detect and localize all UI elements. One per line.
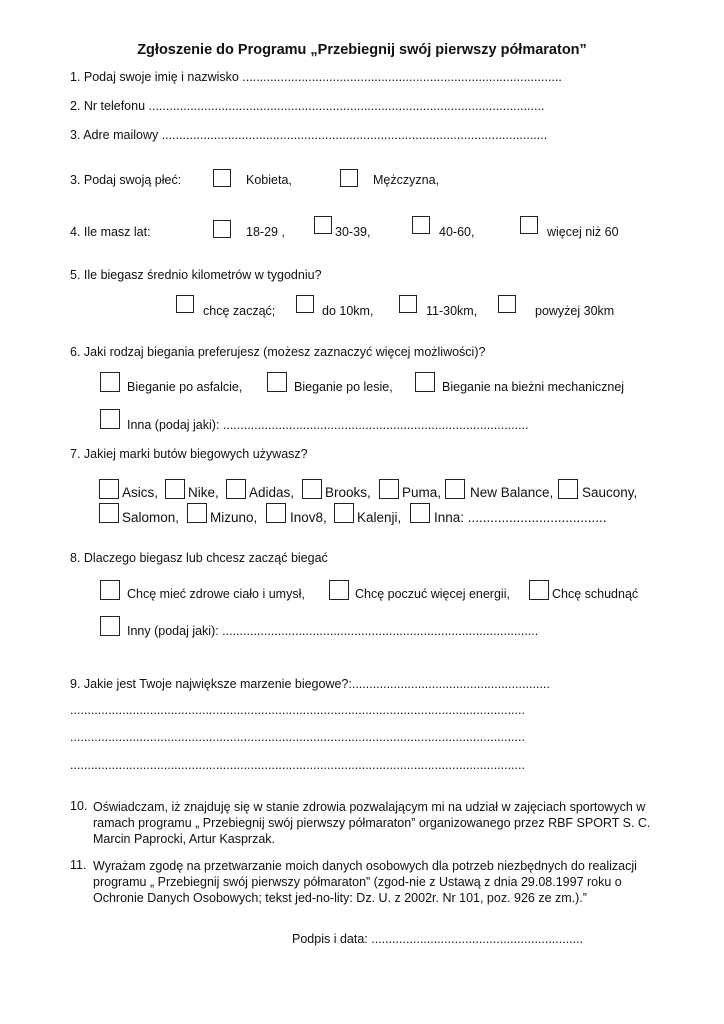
checkbox-male[interactable] — [340, 169, 358, 187]
checkbox-adidas[interactable] — [226, 479, 246, 499]
option-kalenji: Kalenji, — [357, 510, 402, 525]
checkbox-treadmill[interactable] — [415, 372, 435, 392]
phone-field[interactable]: 2. Nr telefonu .................................................................................................................. — [70, 99, 545, 113]
km-label: 5. Ile biegasz średnio kilometrów w tygodniu? — [70, 268, 322, 282]
why-other-field[interactable]: Inny (podaj jaki): ........................................................................................... — [127, 624, 539, 638]
dream-label[interactable]: 9. Jakie jest Twoje największe marzenie biegowe?:......................................................... — [70, 677, 550, 691]
option-new-balance: New Balance, — [470, 485, 554, 500]
statement-11-number: 11. — [70, 858, 87, 872]
option-female: Kobieta, — [246, 173, 292, 187]
checkbox-age-40-60[interactable] — [412, 216, 430, 234]
option-lose-weight: Chcę schudnąć — [552, 587, 639, 601]
form-title: Zgłoszenie do Programu „Przebiegnij swój pierwszy półmaraton” — [137, 42, 587, 58]
option-age-40-60: 40-60, — [439, 225, 475, 239]
checkbox-brooks[interactable] — [302, 479, 322, 499]
option-mizuno: Mizuno, — [210, 510, 258, 525]
age-label: 4. Ile masz lat: — [70, 225, 151, 239]
checkbox-kind-other[interactable] — [100, 409, 120, 429]
checkbox-km-11-30[interactable] — [399, 295, 417, 313]
checkbox-kalenji[interactable] — [334, 503, 354, 523]
option-brooks: Brooks, — [325, 485, 371, 500]
kind-label: 6. Jaki rodzaj biegania preferujesz (możesz zaznaczyć więcej możliwości)? — [70, 345, 486, 359]
checkbox-energy[interactable] — [329, 580, 349, 600]
checkbox-why-other[interactable] — [100, 616, 120, 636]
checkbox-puma[interactable] — [379, 479, 399, 499]
email-field[interactable]: 3. Adre mailowy ............................................................................................................... — [70, 128, 548, 142]
signature-field[interactable]: Podpis i data: ............................................................. — [292, 932, 584, 946]
option-nike: Nike, — [188, 485, 219, 500]
checkbox-age-60plus[interactable] — [520, 216, 538, 234]
option-age-18-29: 18-29 , — [246, 225, 285, 239]
checkbox-age-30-39[interactable] — [314, 216, 332, 234]
option-treadmill: Bieganie na bieżni mechanicznej — [442, 380, 625, 394]
checkbox-lose-weight[interactable] — [529, 580, 549, 600]
brands-label: 7. Jakiej marki butów biegowych używasz? — [70, 447, 308, 461]
checkbox-asics[interactable] — [99, 479, 119, 499]
checkbox-km-10[interactable] — [296, 295, 314, 313]
statement-10-number: 10. — [70, 799, 88, 813]
option-puma: Puma, — [402, 485, 442, 500]
option-km-11-30: 11-30km, — [426, 304, 478, 318]
why-label: 8. Dlaczego biegasz lub chcesz zacząć biegać — [70, 551, 328, 565]
dream-line[interactable]: ................................................................................................................................... — [70, 758, 525, 772]
checkbox-healthy[interactable] — [100, 580, 120, 600]
checkbox-forest[interactable] — [267, 372, 287, 392]
checkbox-km-start[interactable] — [176, 295, 194, 313]
option-asphalt: Bieganie po asfalcie, — [127, 380, 243, 394]
checkbox-asphalt[interactable] — [100, 372, 120, 392]
brand-other-field[interactable]: Inna: ..................................... — [434, 510, 607, 525]
option-healthy: Chcę mieć zdrowe ciało i umysł, — [127, 587, 305, 601]
checkbox-mizuno[interactable] — [187, 503, 207, 523]
option-salomon: Salomon, — [122, 510, 180, 525]
kind-other-field[interactable]: Inna (podaj jaki): ........................................................................................ — [127, 418, 529, 432]
option-age-60plus: więcej niż 60 — [547, 225, 619, 239]
checkbox-inov8[interactable] — [266, 503, 286, 523]
checkbox-age-18-29[interactable] — [213, 220, 231, 238]
gender-label: 3. Podaj swoją płeć: — [70, 173, 182, 187]
option-adidas: Adidas, — [249, 485, 295, 500]
option-age-30-39: 30-39, — [335, 225, 371, 239]
option-km-10: do 10km, — [322, 304, 374, 318]
checkbox-salomon[interactable] — [99, 503, 119, 523]
option-km-30plus: powyżej 30km — [535, 304, 615, 318]
dream-line[interactable]: ................................................................................................................................... — [70, 730, 525, 744]
dream-line[interactable]: ................................................................................................................................... — [70, 703, 525, 717]
statement-10-text: Oświadczam, iż znajduję się w stanie zdrowia pozwalającym mi na udział w zajęciach sportowych w ramach programu „ Przebiegnij swój pierwszy półmaraton” organizowanego przez RBF SPORT S. C. Marcin Paprocki, Artur Kasprzak. — [93, 800, 651, 846]
checkbox-saucony[interactable] — [558, 479, 578, 499]
name-field[interactable]: 1. Podaj swoje imię i nazwisko ............................................................................................ — [70, 70, 562, 84]
option-asics: Asics, — [122, 485, 159, 500]
checkbox-nike[interactable] — [165, 479, 185, 499]
statement-11-text: Wyrażam zgodę na przetwarzanie moich danych osobowych dla potrzeb niezbędnych do realizacji programu „ Przebiegnij swój pierwszy półmaraton” (zgod-nie z Ustawą z dnia 29.08.1997 roku o Ochronie Danych Osobowych; tekst jed-no-lity: Dz. U. z 2002r. Nr 101, poz. 926 ze zm.).” — [93, 859, 637, 905]
option-saucony: Saucony, — [582, 485, 638, 500]
option-energy: Chcę poczuć więcej energii, — [355, 587, 510, 601]
option-male: Mężczyzna, — [373, 173, 439, 187]
checkbox-female[interactable] — [213, 169, 231, 187]
option-km-start: chcę zacząć; — [203, 304, 276, 318]
checkbox-km-30plus[interactable] — [498, 295, 516, 313]
option-inov8: Inov8, — [290, 510, 327, 525]
checkbox-new-balance[interactable] — [445, 479, 465, 499]
checkbox-brand-other[interactable] — [410, 503, 430, 523]
option-forest: Bieganie po lesie, — [294, 380, 393, 394]
